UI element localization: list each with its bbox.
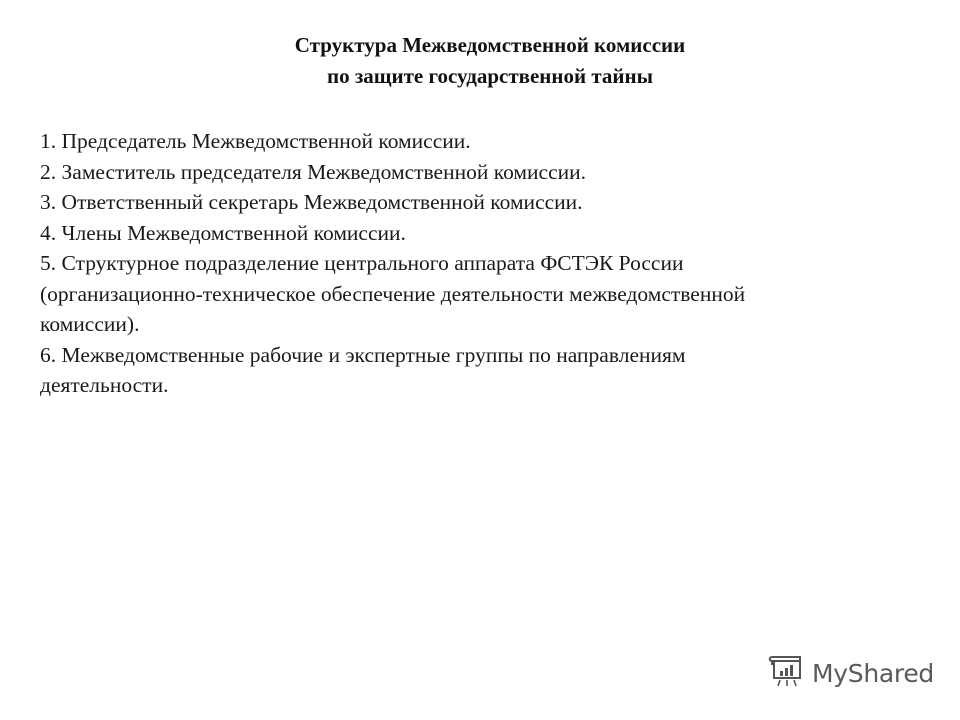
presentation-board-icon (766, 653, 806, 694)
structure-list (40, 126, 940, 401)
list-item-2: 2. Заместитель председателя Межведомственной комиссии. (40, 159, 586, 184)
slide-title-line-2: по защите государственной тайны (326, 64, 654, 88)
myshared-watermark (766, 655, 934, 691)
slide-title (0, 30, 960, 92)
slide-title-line-1: Структура Межведомственной комиссии (294, 33, 686, 57)
list-item-1: 1. Председатель Межведомственной комиссии. (40, 129, 471, 153)
list-item-5: 5. Структурное подразделение центрального аппарата ФСТЭК России (организационно-техническое обеспечение деятельности межведомственной комиссии). (40, 251, 746, 336)
watermark-text: MyShared (812, 658, 934, 688)
list-item-3: 3. Ответственный секретарь Межведомственной комиссии. (40, 190, 583, 214)
list-item-4: 4. Члены Межведомственной комиссии. (40, 220, 406, 245)
list-item-6: 6. Межведомственные рабочие и экспертные группы по направлениям деятельности. (40, 342, 686, 397)
